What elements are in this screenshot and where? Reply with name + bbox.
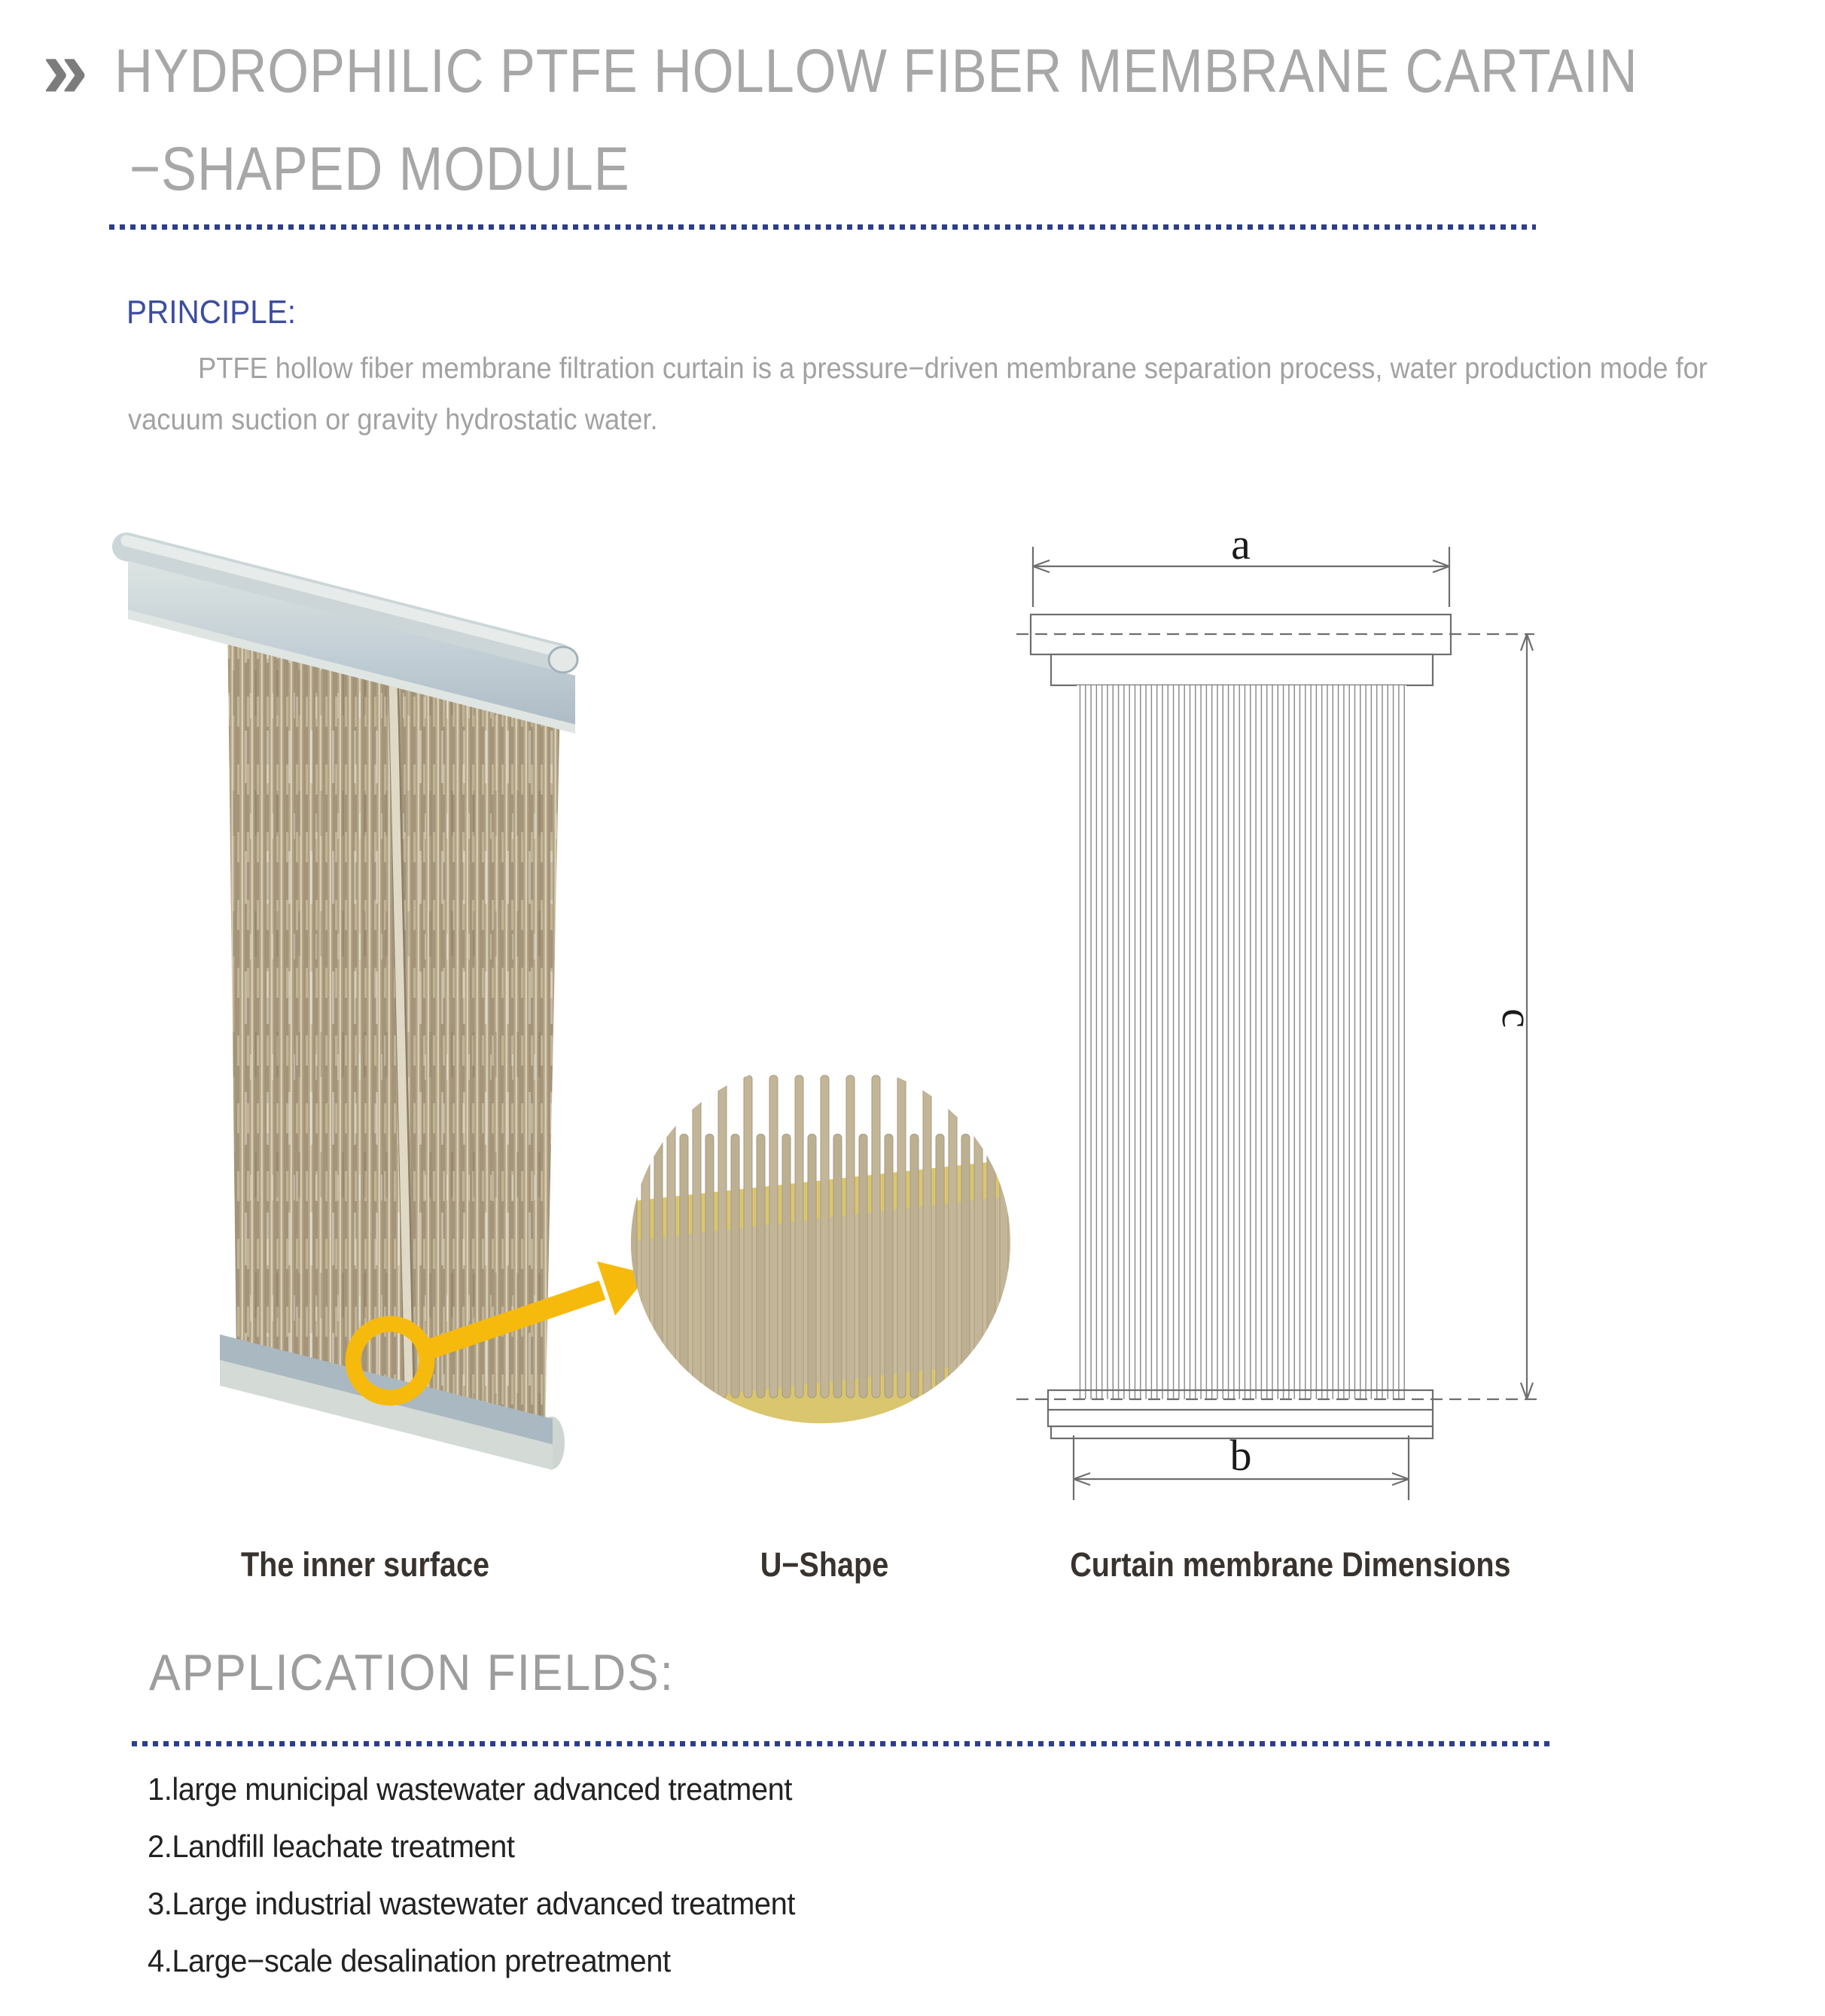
module-3d-illustration	[126, 541, 649, 1470]
page-title-line2: −SHAPED MODULE	[129, 135, 630, 203]
application-item-4: 4.Large−scale desalination pretreatment	[148, 1943, 671, 1978]
principle-heading: PRINCIPLE:	[126, 294, 296, 331]
dimension-drawing	[1016, 547, 1537, 1500]
application-fields-heading: APPLICATION FIELDS:	[149, 1644, 675, 1701]
u-shape-inset	[629, 1058, 1014, 1427]
caption-u-shape: U−Shape	[760, 1545, 889, 1584]
dim-label-b: b	[1229, 1431, 1252, 1480]
principle-paragraph-line1: PTFE hollow fiber membrane filtration curtain is a pressure−driven membrane separation process, water production mode for	[198, 352, 1708, 385]
application-item-3: 3.Large industrial wastewater advanced treatment	[148, 1886, 795, 1921]
dotted-divider-top	[109, 224, 1536, 230]
page-title-line1: HYDROPHILIC PTFE HOLLOW FIBER MEMBRANE CARTAIN	[114, 37, 1638, 105]
dotted-divider-bottom	[132, 1741, 1555, 1746]
dim-label-a: a	[1231, 520, 1251, 569]
application-list	[148, 1771, 829, 2000]
application-item-2: 2.Landfill leachate treatment	[148, 1828, 515, 1864]
dim-label-c: c	[1493, 1008, 1542, 1028]
double-chevron-icon: »	[42, 23, 83, 115]
application-item-1: 1.large municipal wastewater advanced treatment	[148, 1771, 792, 1807]
caption-inner-surface: The inner surface	[240, 1545, 490, 1584]
caption-dimensions: Curtain membrane Dimensions	[1070, 1545, 1511, 1584]
principle-paragraph-line2: vacuum suction or gravity hydrostatic water.	[128, 404, 658, 436]
figure-canvas	[75, 512, 1581, 1521]
